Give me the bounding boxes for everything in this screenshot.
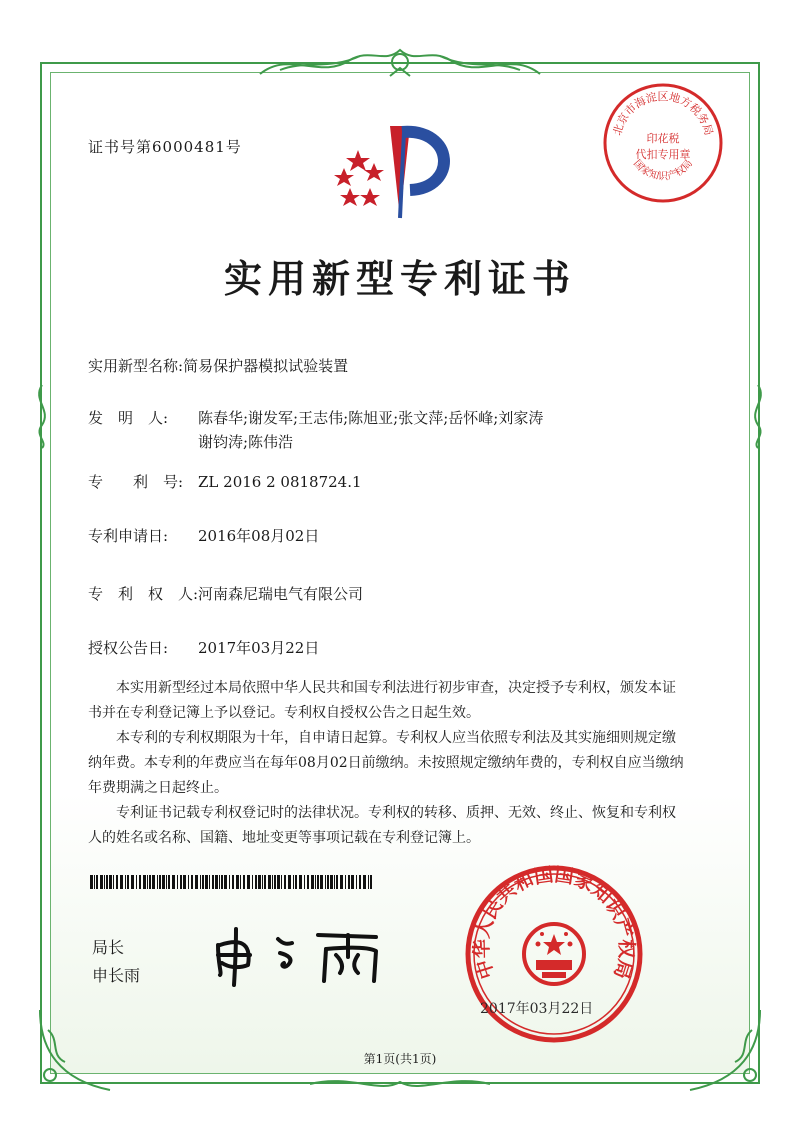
certificate-body: [88, 676, 688, 851]
stamp-outer-text: 北京市海淀区地方税务局: [610, 90, 716, 137]
field-value: ZL 2016 2 0818724.1: [198, 473, 362, 491]
field-inventors: [88, 407, 543, 428]
left-ornament: [30, 380, 54, 450]
field-label: 授权公告日:: [88, 639, 169, 657]
bottom-center-ornament: [300, 1074, 500, 1094]
field-value: 简易保护器模拟试验装置: [183, 357, 349, 375]
top-ornament: [250, 40, 550, 86]
stamp-bottom-text: 国家知识产权局: [630, 158, 696, 183]
seal-date: 2017年03月22日: [480, 1001, 594, 1017]
field-value: 2017年03月22日: [198, 639, 320, 657]
field-label: 专 利 权 人:: [88, 585, 199, 603]
certificate-number: 证书号第6000481号: [88, 138, 242, 156]
field-inventors-line2: 谢钧涛;陈伟浩: [198, 433, 294, 451]
patent-office-logo-icon: [330, 118, 460, 228]
field-label: 发 明 人:: [88, 409, 169, 427]
handwritten-signature: [208, 925, 388, 987]
barcode: [90, 875, 375, 889]
field-announce-date: [88, 637, 319, 658]
national-emblem-icon: [524, 924, 584, 984]
body-paragraph-3: 专利证书记载专利权登记时的法律状况。专利权的转移、质押、无效、终止、恢复和专利权人的姓名或名称、国籍、地址变更等事项记载在专利登记簿上。: [88, 805, 676, 846]
field-patent-no: [88, 471, 362, 492]
field-label: 专 利 号:: [88, 473, 184, 491]
field-value: 河南森尼瑞电气有限公司: [198, 585, 364, 603]
field-patentee: [88, 583, 363, 604]
field-value: 2016年08月02日: [198, 527, 320, 545]
signature-name: 申长雨: [92, 966, 141, 985]
body-paragraph-1: 本实用新型经过本局依照中华人民共和国专利法进行初步审查，决定授予专利权，颁发本证书并在专利登记簿上予以登记。专利权自授权公告之日起生效。: [88, 680, 676, 721]
seal-text: 中华人民共和国国家知识产权局: [470, 863, 638, 982]
field-model-name: [88, 355, 348, 376]
stamp-center-line2: 代扣专用章: [635, 148, 691, 161]
field-value: 陈春华;谢发军;王志伟;陈旭亚;张文萍;岳怀峰;刘家涛: [198, 409, 544, 427]
body-paragraph-2: 本专利的专利权期限为十年，自申请日起算。专利权人应当依照专利法及其实施细则规定缴纳年费。本专利的年费应当在每年08月02日前缴纳。未按照规定缴纳年费的，专利权自应当缴纳年费期满之日起终止。: [88, 730, 684, 796]
field-label: 专利申请日:: [88, 527, 169, 545]
field-label: 实用新型名称:: [88, 357, 184, 375]
svg-text:国家知识产权局: [631, 157, 695, 182]
signature-title: 局长: [92, 938, 125, 957]
page-footer: 第1页(共1页): [363, 1052, 437, 1066]
field-filing-date: [88, 525, 319, 546]
tax-stamp-seal: [598, 78, 728, 208]
stamp-center-line1: 印花税: [646, 132, 680, 145]
official-seal: [462, 862, 646, 1046]
right-ornament: [746, 380, 770, 450]
certificate-title: 实用新型专利证书: [223, 256, 576, 301]
